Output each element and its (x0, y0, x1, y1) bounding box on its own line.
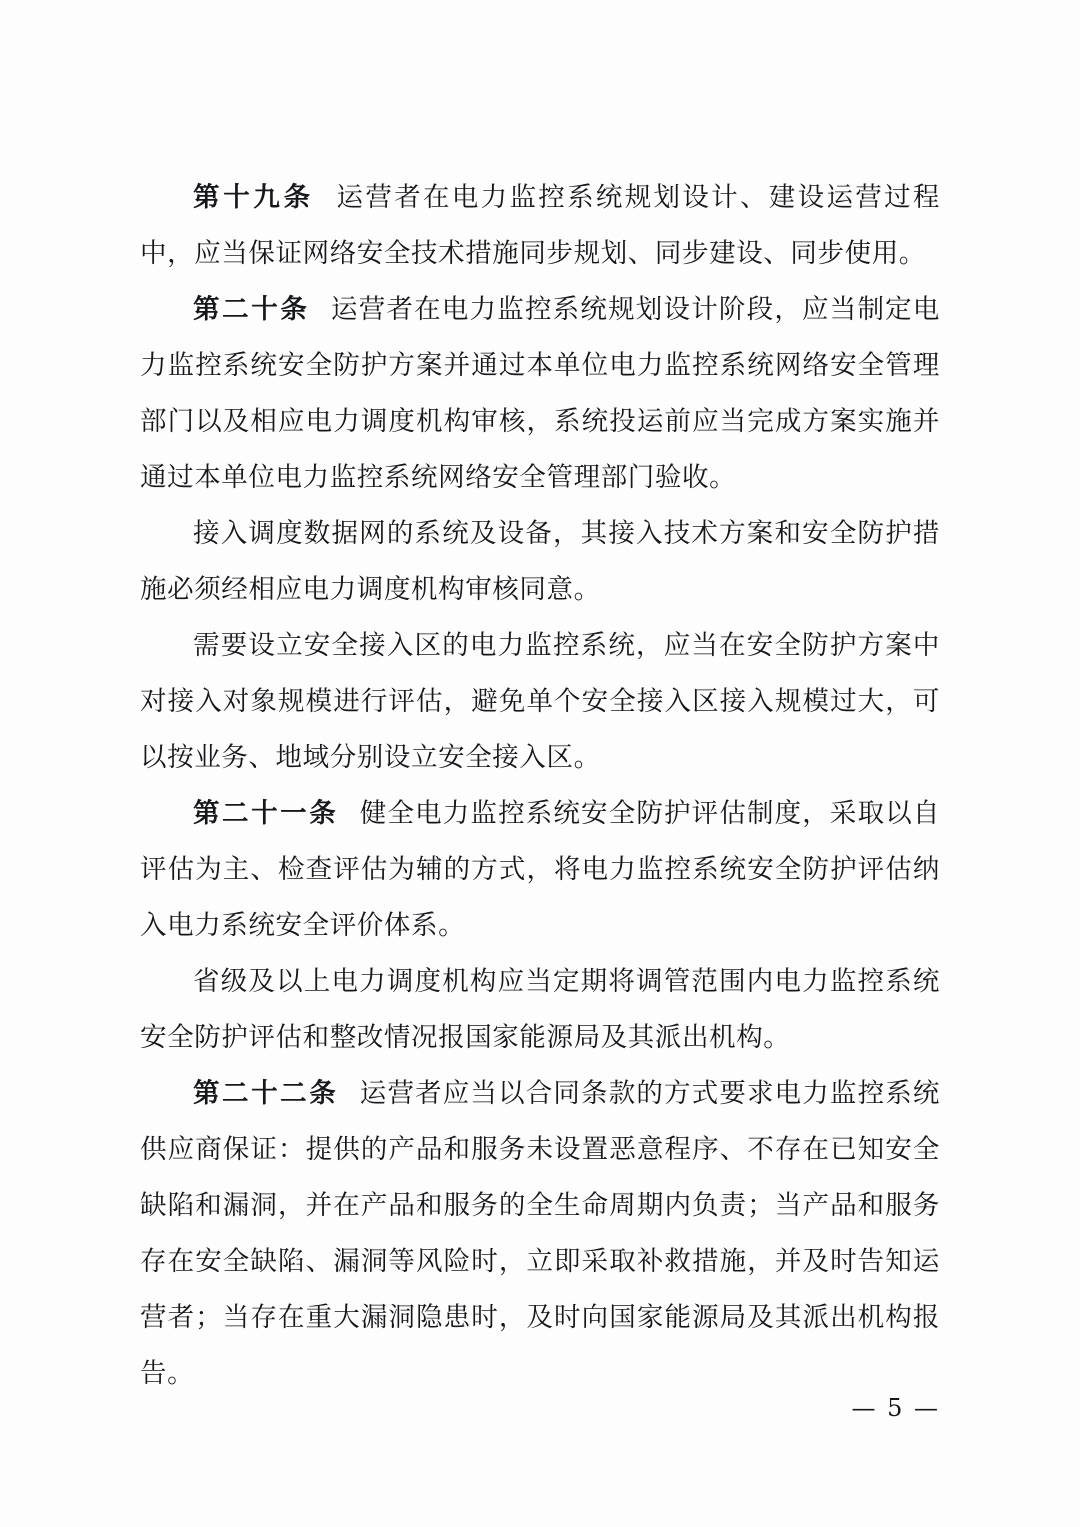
paragraph-text: 需要设立安全接入区的电力监控系统，应当在安全防护方案中对接入对象规模进行评估，避免单个安全接入区接入规模过大，可以按业务、地域分别设立安全接入区。 (140, 630, 940, 773)
paragraph-text: 运营者在电力监控系统规划设计阶段，应当制定电力监控系统安全防护方案并通过本单位电力监控系统网络安全管理部门以及相应电力调度机构审核，系统投运前应当完成方案实施并通过本单位电力监控系统网络安全管理部门验收。 (140, 294, 940, 493)
paragraph (140, 1066, 940, 1402)
paragraph (140, 954, 940, 1066)
paragraph-text: 运营者在电力监控系统规划设计、建设运营过程中，应当保证网络安全技术措施同步规划、同步建设、同步使用。 (140, 182, 940, 269)
page-number: — 5 — (851, 1394, 940, 1422)
document-body (140, 170, 940, 1402)
paragraph-text: 健全电力监控系统安全防护评估制度，采取以自评估为主、检查评估为辅的方式，将电力监控系统安全防护评估纳入电力系统安全评价体系。 (140, 798, 941, 941)
article-heading: 第二十一条 (193, 798, 339, 829)
paragraph-text: 接入调度数据网的系统及设备，其接入技术方案和安全防护措施必须经相应电力调度机构审核同意。 (140, 518, 940, 605)
paragraph (140, 506, 940, 618)
paragraph (140, 282, 940, 506)
article-heading: 第二十条 (193, 294, 310, 325)
paragraph-text: 省级及以上电力调度机构应当定期将调管范围内电力监控系统安全防护评估和整改情况报国家能源局及其派出机构。 (140, 966, 940, 1053)
paragraph-text: 运营者应当以合同条款的方式要求电力监控系统供应商保证：提供的产品和服务未设置恶意程序、不存在已知安全缺陷和漏洞，并在产品和服务的全生命周期内负责；当产品和服务存在安全缺陷、漏洞等风险时，立即采取补救措施，并及时告知运营者；当存在重大漏洞隐患时，及时向国家能源局及其派出机构报告。 (140, 1078, 941, 1389)
paragraph (140, 170, 940, 282)
paragraph (140, 786, 940, 954)
article-heading: 第十九条 (193, 182, 314, 213)
article-heading: 第二十二条 (193, 1078, 339, 1109)
paragraph (140, 618, 940, 786)
